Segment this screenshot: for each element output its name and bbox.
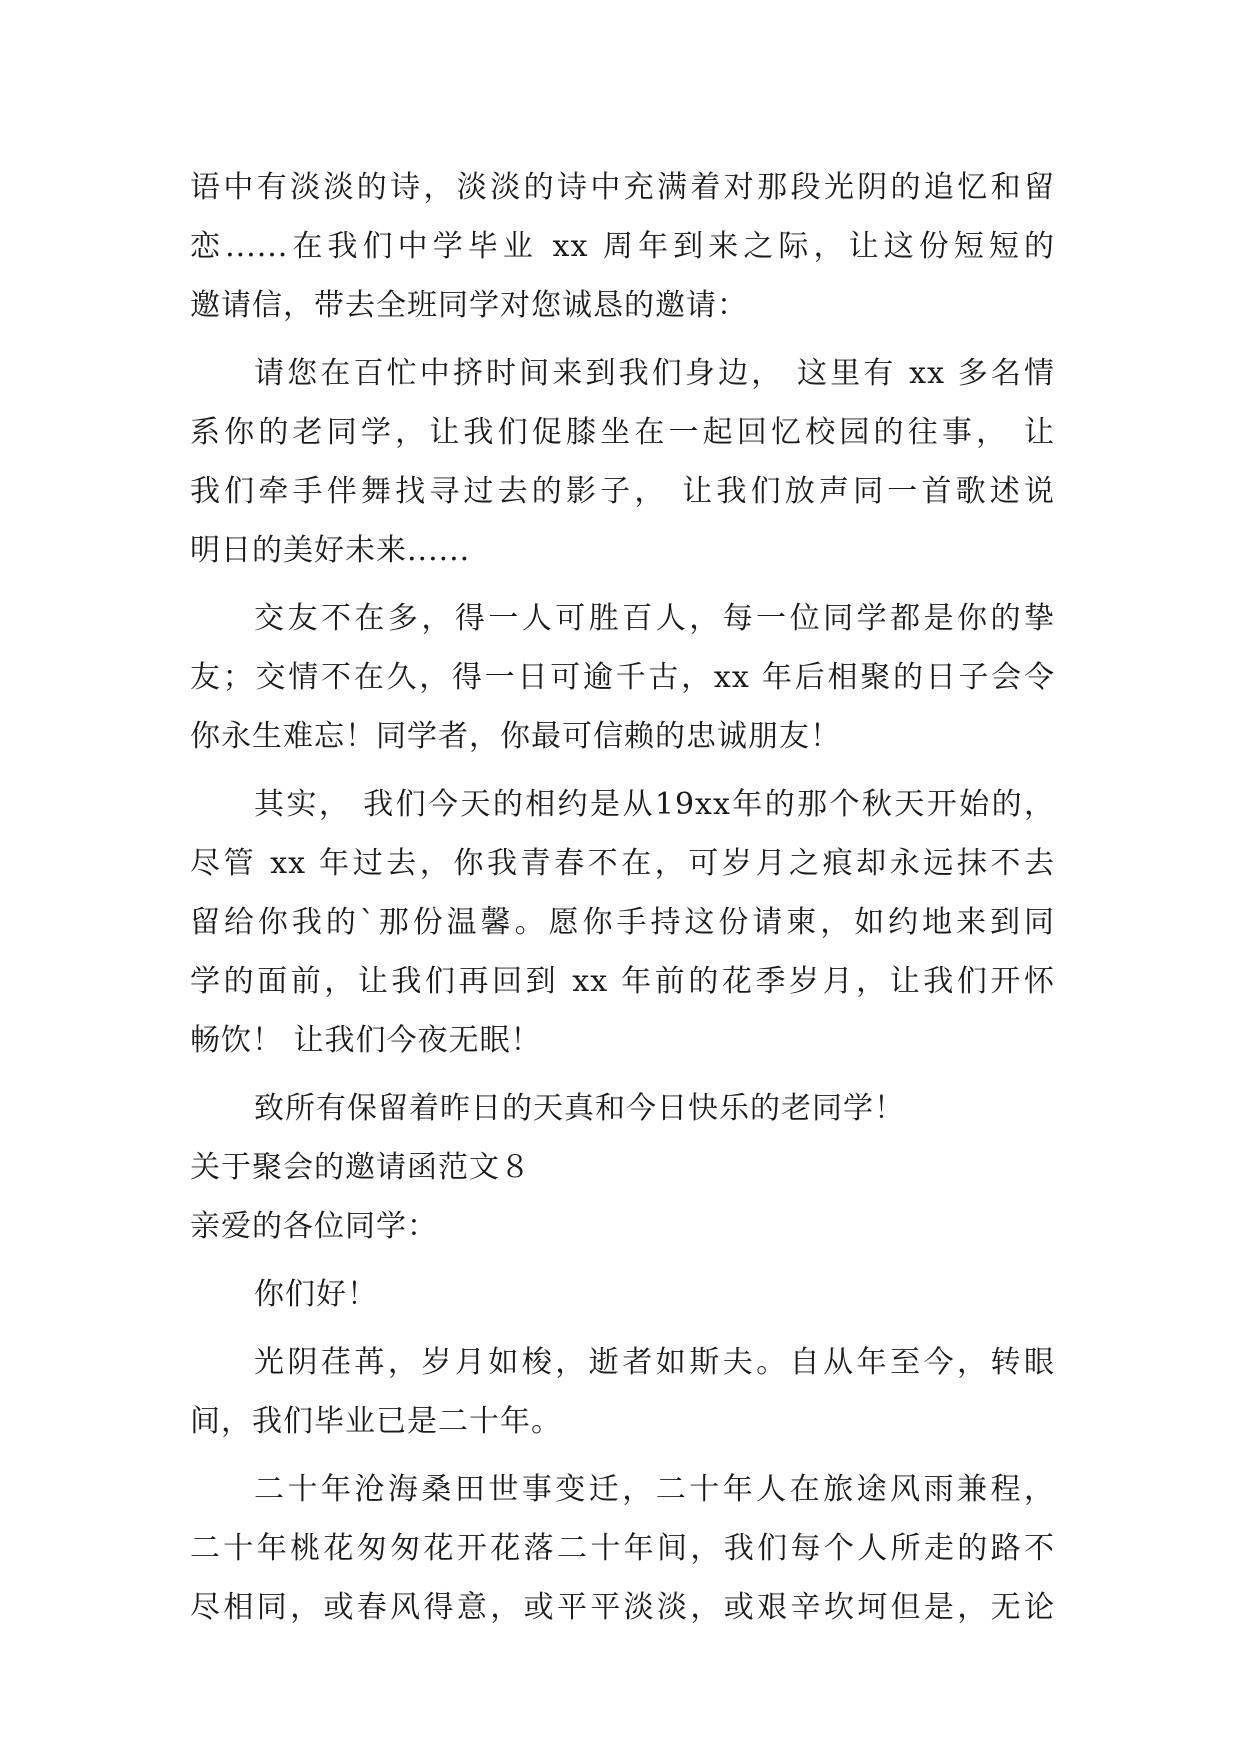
- text-line: 交友不在多，得一人可胜百人，每一位同学都是你的挚: [254, 601, 1055, 636]
- text-line: 语中有淡淡的诗，淡淡的诗中充满着对那段光阴的追忆和留: [190, 170, 1055, 205]
- text-line: 我们牵手伴舞找寻过去的影子， 让我们放声同一首歌述说: [190, 474, 1055, 509]
- salutation: 亲爱的各位同学：: [190, 1209, 438, 1244]
- text-line: 其实， 我们今天的相约是从19xx年的那个秋天开始的，: [254, 787, 1055, 822]
- text-line: 请您在百忙中挤时间来到我们身边， 这里有 xx 多名情: [254, 356, 1055, 391]
- section-heading: 关于聚会的邀请函范文８: [190, 1150, 531, 1185]
- text-line: 留给你我的`那份温馨。愿你手持这份请柬，如约地来到同: [190, 905, 1055, 940]
- document-body: [190, 158, 1055, 1637]
- text-line: 致所有保留着昨日的天真和今日快乐的老同学！: [254, 1091, 905, 1126]
- greeting: 你们好！: [254, 1277, 378, 1312]
- text-line: 尽相同，或春风得意，或平平淡淡，或艰辛坎坷但是，无论: [190, 1590, 1055, 1625]
- text-line: 你永生难忘！同学者，你最可信赖的忠诚朋友！: [190, 719, 841, 754]
- text-line: 系你的老同学，让我们促膝坐在一起回忆校园的往事， 让: [190, 415, 1055, 450]
- text-line: 邀请信，带去全班同学对您诚恳的邀请：: [190, 288, 748, 323]
- text-line: 友；交情不在久，得一日可逾千古，xx 年后相聚的日子会令: [190, 660, 1055, 695]
- text-line: 学的面前，让我们再回到 xx 年前的花季岁月，让我们开怀: [190, 964, 1055, 999]
- text-line: 畅饮！ 让我们今夜无眠！: [190, 1023, 542, 1058]
- text-line: 尽管 xx 年过去，你我青春不在，可岁月之痕却永远抹不去: [190, 846, 1055, 881]
- text-line: 恋......在我们中学毕业 xx 周年到来之际，让这份短短的: [190, 229, 1055, 264]
- text-line: 二十年桃花匆匆花开花落二十年间，我们每个人所走的路不: [190, 1531, 1055, 1566]
- text-line: 明日的美好未来......: [190, 533, 471, 568]
- text-line: 二十年沧海桑田世事变迁，二十年人在旅途风雨兼程，: [254, 1472, 1055, 1507]
- text-line: 间，我们毕业已是二十年。: [190, 1404, 562, 1439]
- text-line: 光阴荏苒，岁月如梭，逝者如斯夫。自从年至今，转眼: [254, 1345, 1055, 1380]
